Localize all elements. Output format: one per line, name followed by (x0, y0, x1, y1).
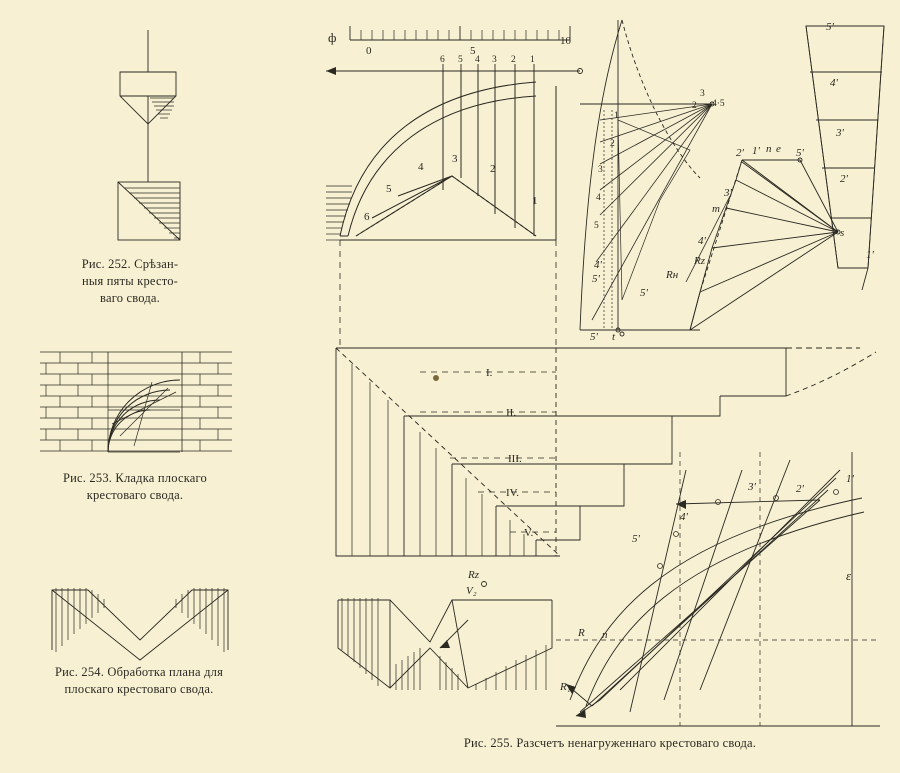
plan-level-V: V. (524, 527, 534, 539)
tl-label-2p: 2' (796, 483, 804, 495)
poly-label-4p: 4' (594, 259, 602, 271)
ray-label-1: 1 (614, 111, 619, 121)
fig254-caption (14, 664, 264, 698)
poly-label-t: t (612, 331, 616, 343)
strip-label-5p: 5' (826, 21, 834, 33)
load-label-5: 5 (458, 55, 463, 65)
arch-label-3: 3 (452, 153, 458, 165)
fp-label-Rz: Rz (694, 255, 705, 267)
poly-label-5p2: 5' (590, 331, 598, 343)
tl-label-eps: ε (846, 568, 852, 583)
strip-label-2p: 2' (840, 173, 848, 185)
ray-label-5: 5 (594, 221, 599, 231)
fp-label-1p: 1' (752, 145, 760, 157)
ray-label-2: 2 (610, 139, 615, 149)
arch-label-2: 2 (490, 163, 496, 175)
arch-label-1: 1 (532, 195, 538, 207)
load-label-2: 2 (511, 55, 516, 65)
fig253-caption-line-1: Рис. 253. Кладка плоскаго (62, 471, 207, 485)
plan-level-I: I. (486, 367, 493, 379)
fig252-caption-line-3: ваго свода. (100, 290, 160, 305)
fp-label-2p: 2' (736, 147, 744, 159)
fp-label-e: e (776, 143, 781, 155)
arch-label-5: 5 (386, 183, 392, 195)
scale-tick-10: 10 (560, 35, 571, 47)
fig255-caption (330, 735, 890, 752)
ray-label-4: 4 (596, 193, 601, 203)
tl-label-1p: 1' (846, 473, 854, 485)
tl-label-3p: 3' (748, 481, 756, 493)
scale-tick-0: 0 (366, 45, 372, 57)
strip-label-3p: 3' (836, 127, 844, 139)
fp-label-Rn: Rн (666, 269, 679, 281)
arch-label-4: 4 (418, 161, 424, 173)
strip-label-1p: 1' (866, 249, 874, 261)
poly-label-5p: 5' (592, 273, 600, 285)
arch-label-6: 6 (364, 211, 370, 223)
fp-label-s: s (840, 227, 845, 239)
strip-label-4p: 4' (830, 77, 838, 89)
fig253-caption-line-2: крестоваго свода. (86, 487, 184, 502)
fp-label-4p: 4' (698, 235, 706, 247)
ray-point-45: 4·5 (712, 99, 725, 109)
load-label-4: 4 (475, 55, 480, 65)
lower-label-Rz2: V₂ (466, 585, 477, 597)
fp-label-sprime: 5' (796, 147, 804, 159)
ray-point-2: 2 (692, 101, 697, 111)
fig254-caption-line-2: плоскаго крестоваго свода. (64, 681, 214, 696)
load-label-1: 1 (530, 55, 535, 65)
fig254-caption-line-1: Рис. 254. Обработка плана для (54, 665, 224, 679)
tl-label-R1: R₁ (560, 681, 571, 693)
fp-label-m: m (712, 203, 720, 215)
tl-label-R: R (578, 627, 585, 639)
load-label-3: 3 (492, 55, 497, 65)
tl-label-4p: 4' (680, 511, 688, 523)
plan-level-IV: IV. (506, 487, 519, 499)
fp-label-5p3: 5' (640, 287, 648, 299)
fig255-caption-line-1: Рис. 255. Разсчетъ ненагруженнаго крестоваго свода. (463, 736, 757, 750)
label-phi: ф (328, 30, 337, 45)
fig253-caption (20, 470, 250, 504)
load-label-6: 6 (440, 55, 445, 65)
fig252-caption-line-1: Рис. 252. Срѣзан- (81, 257, 179, 271)
ray-point-3: 3 (700, 89, 705, 99)
fig252-caption (30, 256, 230, 307)
tl-label-5p: 5' (632, 533, 640, 545)
fig252-caption-line-2: ныя пяты кресто- (81, 273, 179, 288)
fp-label-3p: 3' (724, 187, 732, 199)
fp-label-n: n (766, 143, 772, 155)
ray-label-3: 3 (598, 165, 603, 175)
scale-tick-5: 5 (470, 45, 476, 57)
plan-level-II: II. (506, 407, 517, 419)
tl-label-n: n (602, 629, 608, 641)
lower-label-Rz: Rz (468, 569, 479, 581)
plan-level-III: III. (508, 453, 522, 465)
